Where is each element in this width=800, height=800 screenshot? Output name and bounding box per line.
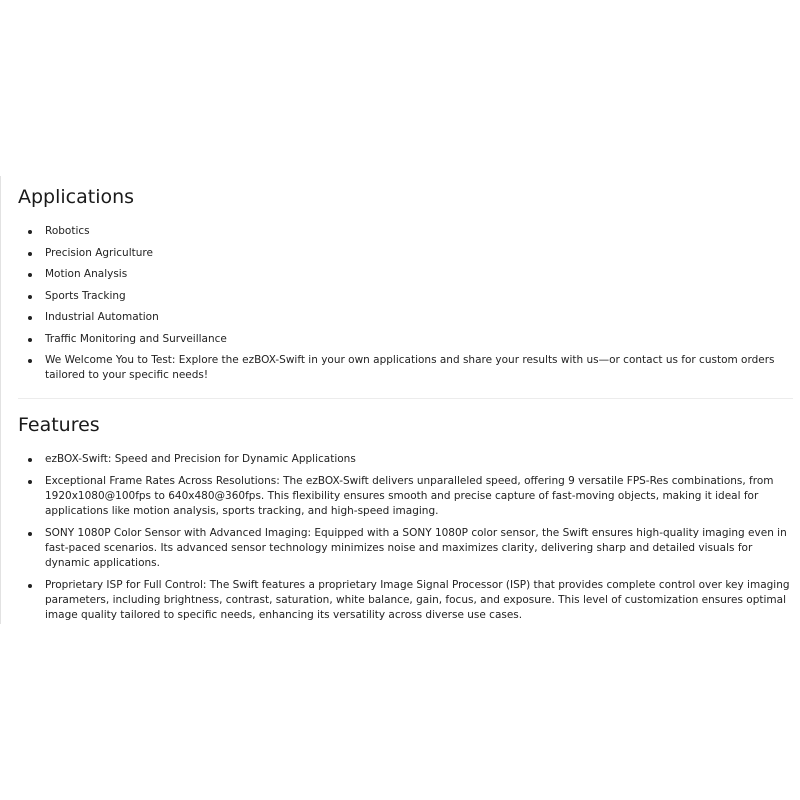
list-item <box>18 310 794 325</box>
bullet-icon <box>28 230 32 234</box>
list-item-text: Robotics <box>45 225 90 237</box>
list-item <box>18 578 794 623</box>
applications-list <box>18 224 794 383</box>
features-heading: Features <box>18 414 100 436</box>
list-item-text: Sports Tracking <box>45 289 126 302</box>
applications-heading: Applications <box>18 186 135 208</box>
list-item <box>18 353 794 383</box>
list-item <box>18 526 794 571</box>
bullet-icon <box>28 359 32 363</box>
list-item-text: Exceptional Frame Rates Across Resolutions: The ezBOX-Swift delivers unparalleled speed, offering 9 versatile FPS-Res combinations, from 1920x1080@100fps to 640x480@360fps. This flexibility ensures smooth and precise capture of fast-moving objects, making it ideal for applications like motion analysis, sports tracking, and high-speed imaging. <box>45 475 774 517</box>
list-item <box>18 246 794 261</box>
bullet-icon <box>28 458 32 462</box>
list-item-text: SONY 1080P Color Sensor with Advanced Imaging: Equipped with a SONY 1080P color sensor, the Swift ensures high-quality imaging even in fast-paced scenarios. Its advanced sensor technology minimizes noise and maximizes clarity, delivering sharp and detailed visuals for dynamic applications. <box>45 527 787 569</box>
product-description-panel <box>0 176 800 624</box>
bullet-icon <box>28 316 32 320</box>
list-item <box>18 332 794 347</box>
list-item <box>18 452 794 467</box>
bullet-icon <box>28 584 32 588</box>
list-item-text: Precision Agriculture <box>45 246 153 259</box>
list-item-text: Traffic Monitoring and Surveillance <box>45 332 227 345</box>
list-item <box>18 289 794 304</box>
list-item <box>18 474 794 519</box>
bullet-icon <box>28 338 32 342</box>
list-item <box>18 267 794 282</box>
bullet-icon <box>28 480 32 484</box>
list-item-text: Proprietary ISP for Full Control: The Swift features a proprietary Image Signal Processor (ISP) that provides complete control over key imaging parameters, including brightness, contrast, saturation, white balance, gain, focus, and exposure. This level of customization ensures optimal image quality tailored to specific needs, enhancing its versatility across diverse use cases. <box>45 579 790 621</box>
features-section <box>18 412 794 630</box>
bullet-icon <box>28 532 32 536</box>
section-divider <box>18 398 793 399</box>
list-item-text: Industrial Automation <box>45 311 159 323</box>
applications-section <box>18 184 794 390</box>
list-item <box>18 224 794 239</box>
list-item-text: Motion Analysis <box>45 268 128 280</box>
bullet-icon <box>28 273 32 277</box>
list-item-text: ezBOX-Swift: Speed and Precision for Dynamic Applications <box>45 453 356 465</box>
features-list <box>18 452 794 623</box>
bullet-icon <box>28 295 32 299</box>
list-item-text: We Welcome You to Test: Explore the ezBOX-Swift in your own applications and share your results with us—or contact us for custom orders tailored to your specific needs! <box>45 354 775 381</box>
bullet-icon <box>28 252 32 256</box>
